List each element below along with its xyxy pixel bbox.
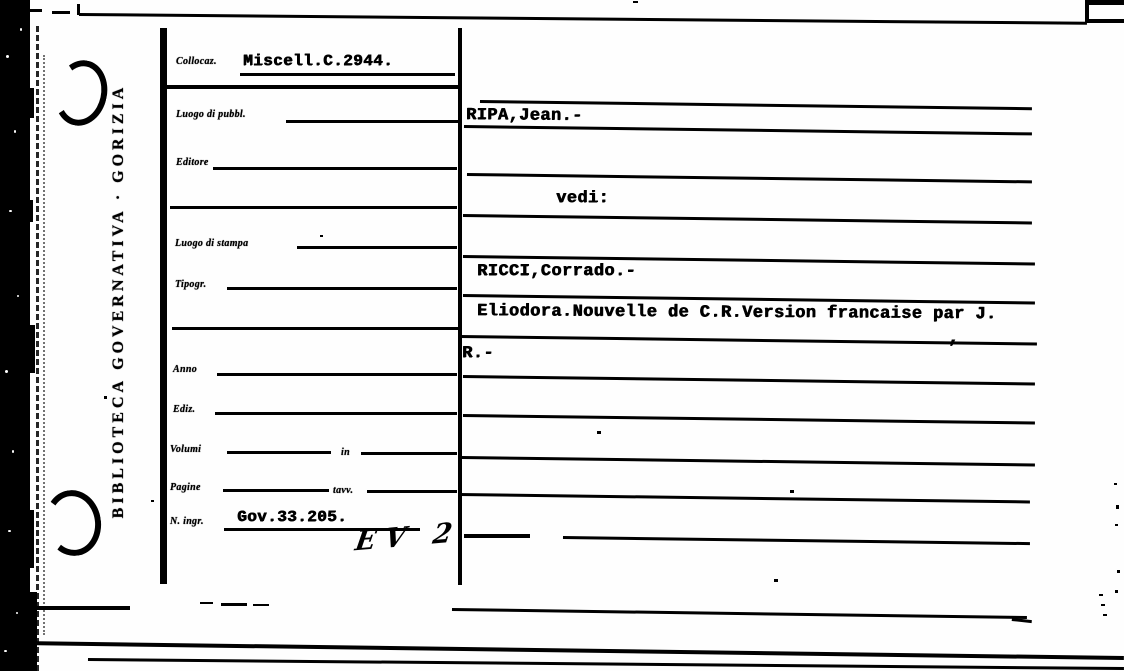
- scan-speck: [9, 210, 12, 212]
- ruled-line: [223, 489, 329, 492]
- scan-speck: [597, 431, 601, 434]
- field-label-tipogr: Tipogr.: [175, 279, 207, 290]
- ruled-line: [464, 534, 530, 538]
- scan-speck: [790, 490, 794, 493]
- card-corner-mark: [1085, 19, 1124, 23]
- scan-speck: [1114, 483, 1117, 485]
- ruled-line: [563, 536, 1030, 545]
- card-corner-mark: [1088, 0, 1124, 5]
- scan-speck: [1103, 614, 1107, 616]
- punch-hole-top: [49, 55, 114, 130]
- field-label-volumi-in: in: [341, 447, 350, 458]
- ruled-line: [463, 414, 1035, 424]
- scan-speck: [5, 370, 8, 373]
- scan-speck: [253, 604, 269, 606]
- scan-edge-blob: [29, 200, 33, 222]
- paper-fray: [43, 55, 45, 635]
- ruled-line: [213, 167, 457, 170]
- paper-fray: [36, 26, 39, 671]
- field-label-editore: Editore: [176, 157, 209, 168]
- scan-speck: [1115, 524, 1118, 526]
- field-value-n-ingr: Gov.33.205.: [237, 508, 348, 526]
- scan-speck: [320, 235, 323, 237]
- ruled-line: [170, 206, 457, 209]
- field-value-collocaz: Miscell.C.2944.: [243, 52, 394, 70]
- scan-speck: [1115, 590, 1118, 593]
- scan-speck: [151, 500, 154, 502]
- cedilla-mark: ,: [948, 328, 960, 348]
- ruled-line: [227, 287, 457, 290]
- ruled-line: [166, 85, 458, 89]
- field-label-luogo-stampa: Luogo di stampa: [175, 238, 249, 249]
- ruled-line: [367, 490, 457, 493]
- field-label-volumi: Volumi: [170, 444, 202, 455]
- divider-rule: [458, 28, 462, 585]
- scan-edge-blob: [29, 88, 34, 118]
- library-name-vertical: BIBLIOTECA GOVERNATIVA · GORIZIA: [110, 83, 127, 519]
- scan-edge-strip: [0, 0, 30, 671]
- scan-speck: [200, 602, 213, 604]
- ruled-line: [286, 120, 458, 123]
- scan-speck: [774, 579, 778, 582]
- ruled-line: [467, 173, 1032, 183]
- left-rule: [160, 28, 167, 584]
- scan-speck: [6, 55, 9, 58]
- field-label-pagine: Pagine: [170, 482, 201, 493]
- scan-speck: [16, 612, 18, 614]
- bottom-line: [88, 658, 1124, 670]
- scan-speck: [1101, 604, 1105, 606]
- field-label-anno: Anno: [173, 364, 197, 375]
- scan-speck: [104, 396, 107, 399]
- scan-speck: [20, 28, 22, 31]
- scan-speck: [221, 603, 247, 606]
- bottom-line: [30, 606, 130, 610]
- ruled-line: [464, 125, 1032, 135]
- scan-speck: [1099, 594, 1103, 596]
- scan-speck: [1117, 570, 1120, 573]
- field-label-collocaz: Collocaz.: [176, 56, 217, 67]
- ruled-line: [215, 412, 457, 415]
- handwritten-shelfmark: EV 2: [353, 516, 464, 558]
- scan-speck: [633, 1, 638, 3]
- entry-heading: RIPA,Jean.-: [465, 106, 583, 126]
- cross-reference: vedi:: [556, 189, 610, 208]
- bottom-line: [452, 608, 1027, 619]
- ruled-line: [463, 375, 1035, 385]
- field-label-pagine-tavv: tavv.: [333, 485, 354, 496]
- ruled-line: [172, 327, 458, 330]
- field-label-ediz: Ediz.: [173, 404, 196, 415]
- scan-speck: [14, 130, 16, 133]
- scan-speck: [8, 530, 11, 532]
- title-line: Eliodora.Nouvelle de C.R.Version francaise par J.: [476, 302, 997, 325]
- scan-speck: [12, 450, 14, 453]
- scan-edge-blob: [29, 510, 34, 568]
- ruled-line: [297, 246, 457, 249]
- ruled-line: [227, 451, 331, 454]
- scan-speck: [17, 295, 19, 297]
- scan-speck: [77, 4, 80, 15]
- scan-speck: [1116, 505, 1119, 509]
- ruled-line: [462, 456, 1035, 466]
- scan-edge-blob: [29, 325, 35, 373]
- bottom-line: [1012, 618, 1032, 623]
- title-continuation: R.-: [462, 344, 494, 363]
- card-top-line: [79, 13, 1087, 24]
- punch-hole-bottom: [41, 486, 106, 559]
- bottom-line: [20, 641, 1124, 660]
- field-label-luogo-pubbl: Luogo di pubbl.: [176, 109, 246, 120]
- ruled-line: [463, 214, 1032, 224]
- scan-speck: [52, 11, 70, 14]
- ruled-line: [217, 373, 457, 376]
- scan-speck: [4, 650, 7, 652]
- field-label-n-ingr: N. ingr.: [170, 516, 204, 527]
- ruled-line: [459, 493, 1030, 503]
- ruled-line: [361, 452, 457, 455]
- referenced-heading: RICCI,Corrado.-: [477, 262, 637, 281]
- scan-speck: [30, 9, 42, 12]
- ruled-line: [240, 73, 455, 76]
